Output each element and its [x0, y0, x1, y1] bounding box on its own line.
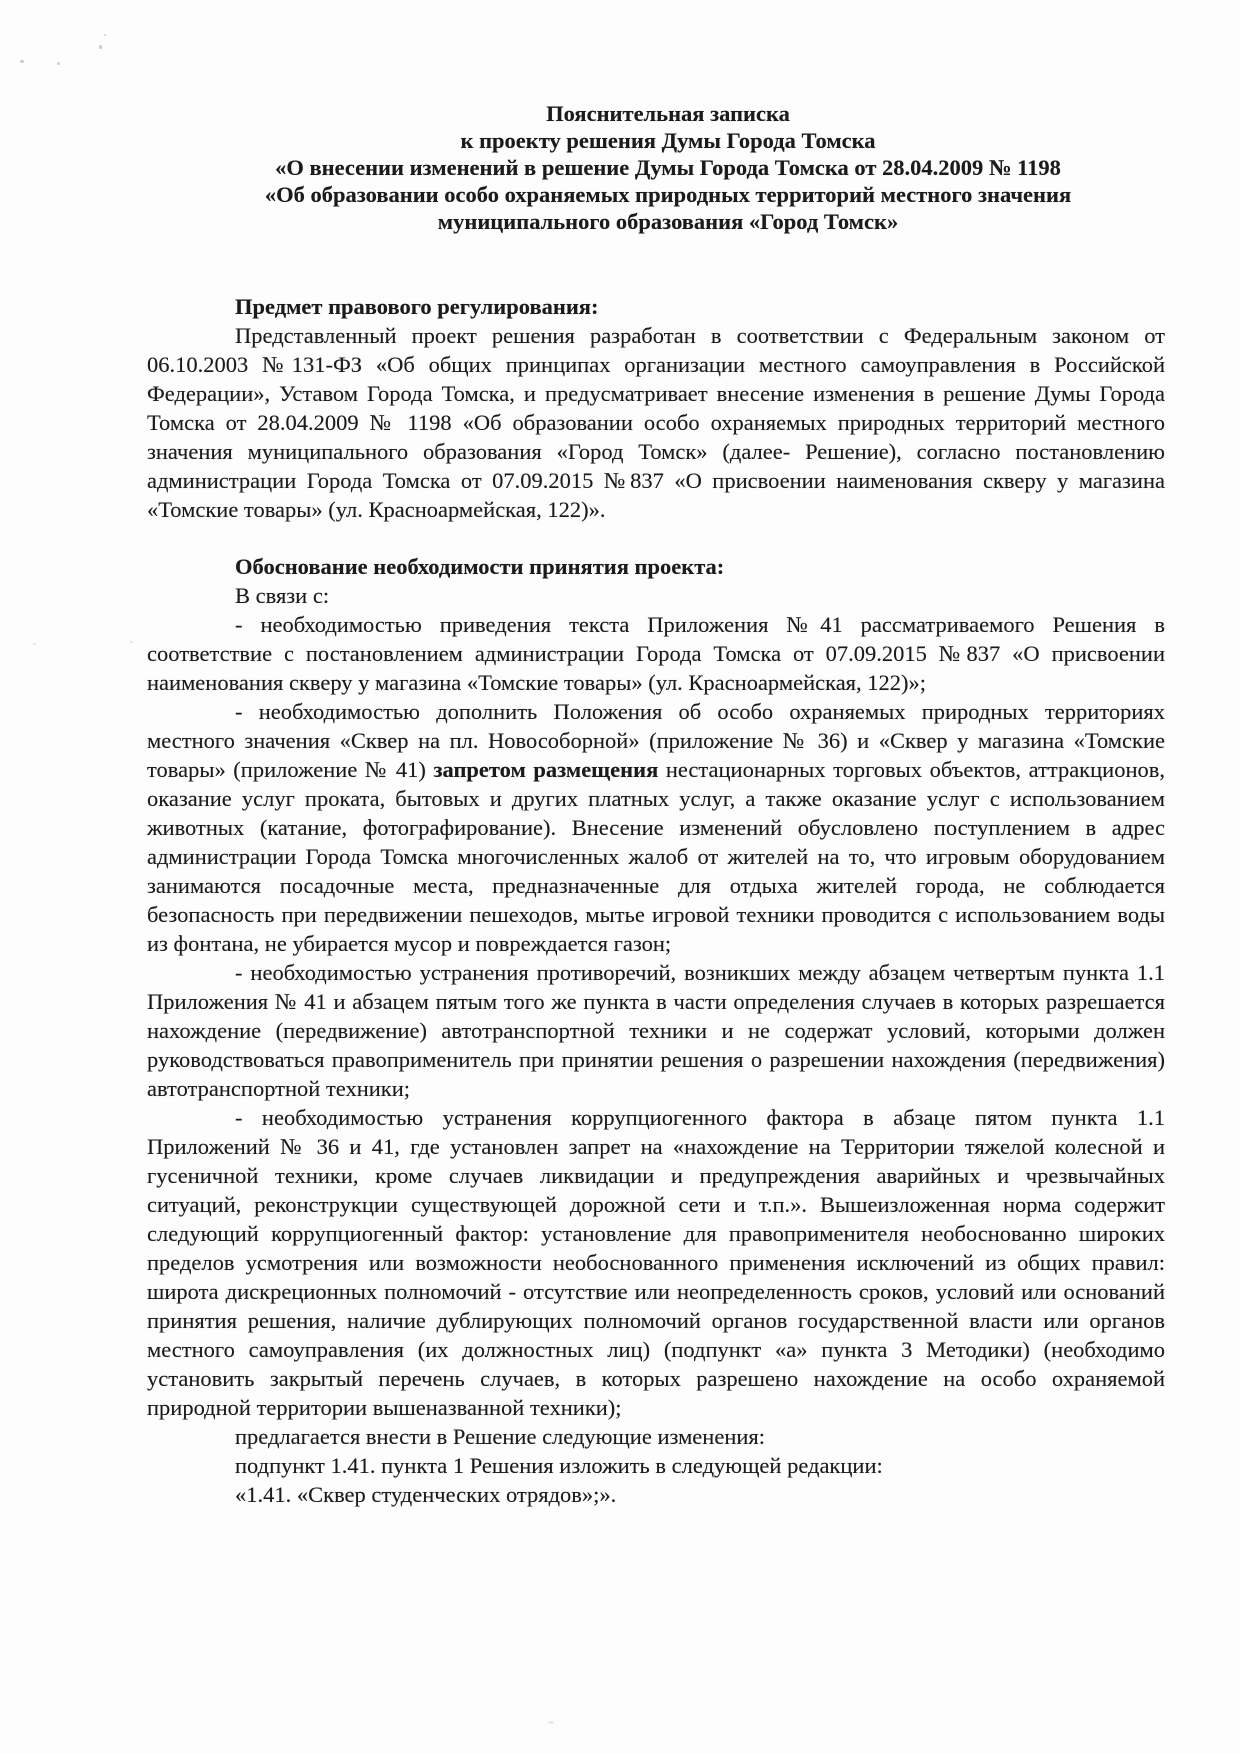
item2-text-before: - необходимостью дополнить Положения об особо охраняемых природных территориях местного значения «Сквер на пл. Новособорной» (приложение № 36) и «Сквер у магазина «Томские товары» (приложение № 41) [147, 699, 1165, 782]
paragraph-amendments-item: подпункт 1.41. пункта 1 Решения изложить в следующей редакции: [235, 1453, 883, 1478]
title-line: «О внесении изменений в решение Думы Города Томска от 28.04.2009 № 1198 [275, 155, 1061, 180]
scan-speck [57, 62, 60, 65]
scan-speck [20, 60, 24, 63]
scan-speck [33, 643, 36, 645]
section-subject [147, 292, 1165, 524]
title-line: к проекту решения Думы Города Томска [460, 128, 876, 153]
paragraph-justification-item1: - необходимостью приведения текста Приложения №41 рассматриваемого Решения в соответствие с постановлением администрации Города Томска от 07.09.2015 №837 «О присвоении наименования скверу у магазина «Томские товары» (ул. Красноармейская, 122)»; [147, 612, 1165, 695]
paragraph-justification-item3: - необходимостью устранения противоречий, возникших между абзацем четвертым пункта 1.1 Приложения № 41 и абзацем пятым того же пункта в части определения случаев в которых разрешается нахождение (передвижение) автотранспортной техники и не содержат условий, которыми должен руководствоваться правоприменитель при принятии решения о разрешении нахождения (передвижения) автотранспортной техники; [147, 960, 1165, 1101]
item2-text-after: нестационарных торговых объектов, аттракционов, оказание услуг проката, бытовых и других платных услуг, а также оказание услуг с использованием животных (катание, фотографирование). Внесение изменений обусловлено поступлением в адрес администрации Города Томска многочисленных жалоб от жителей на то, что игровым оборудованием занимаются посадочные места, предназначенные для отдыха жителей города, не соблюдается безопасность при передвижении пешеходов, мытье игровой техники проводится с использованием воды из фонтана, не убирается мусор и повреждается газон; [147, 757, 1165, 956]
document-title [171, 100, 1165, 235]
title-line: муниципального образования «Город Томск» [437, 209, 899, 234]
document-content [147, 100, 1165, 1509]
paragraph-subject-body: Представленный проект решения разработан в соответствии с Федеральным законом от 06.10.2003 №131-ФЗ «Об общих принципах организации местного самоуправления в Российской Федерации», Уставом Города Томска, и предусматривает внесение изменения в решение Думы Города Томска от 28.04.2009 № 1198 «Об образовании особо охраняемых природных территорий местного значения муниципального образования «Город Томск» (далее- Решение), согласно постановлению администрации Города Томска от 07.09.2015 №837 «О присвоении наименования скверу у магазина «Томские товары» (ул. Красноармейская, 122)». [147, 323, 1165, 522]
paragraph-amendments-text: «1.41. «Сквер студенческих отрядов»;». [235, 1482, 617, 1507]
paragraph-justification-item4: - необходимостью устранения коррупциогенного фактора в абзаце пятом пункта 1.1 Приложений № 36 и 41, где установлен запрет на «нахождение на Территории тяжелой колесной и гусеничной техники, кроме случаев ликвидации и предупреждения аварийных и чрезвычайных ситуаций, реконструкции существующей дорожной сети и т.п.». Вышеизложенная норма содержит следующий коррупциогенный фактор: установление для правоприменителя необоснованно широких пределов усмотрения или возможности необоснованного применения исключений из общих правил: широта дискреционных полномочий - отсутствие или неопределенность сроков, условий или оснований принятия решения, наличие дублирующих полномочий органов государственной власти или органов местного самоуправления (их должностных лиц) (подпункт «а» пункта 3 Методики) (необходимо установить закрытый перечень случаев, в которых разрешено нахождение на особо охраняемой природной территории вышеназванной техники); [147, 1105, 1165, 1420]
paragraph-justification-intro: В связи с: [235, 583, 330, 608]
section-heading-justification: Обоснование необходимости принятия проекта: [235, 554, 725, 579]
scan-speck [548, 1721, 554, 1724]
title-line: «Об образовании особо охраняемых природных территорий местного значения [264, 182, 1072, 207]
section-heading-subject: Предмет правового регулирования: [235, 294, 599, 319]
paragraph-amendments-intro: предлагается внести в Решение следующие изменения: [235, 1424, 766, 1449]
scan-speck [104, 34, 106, 36]
section-justification [147, 552, 1165, 1509]
item2-text-bold: запретом размещения [433, 757, 659, 782]
title-line: Пояснительная записка [546, 101, 790, 126]
scan-speck [130, 641, 133, 643]
paragraph-justification-item2 [147, 697, 1165, 958]
scan-speck [99, 45, 102, 49]
